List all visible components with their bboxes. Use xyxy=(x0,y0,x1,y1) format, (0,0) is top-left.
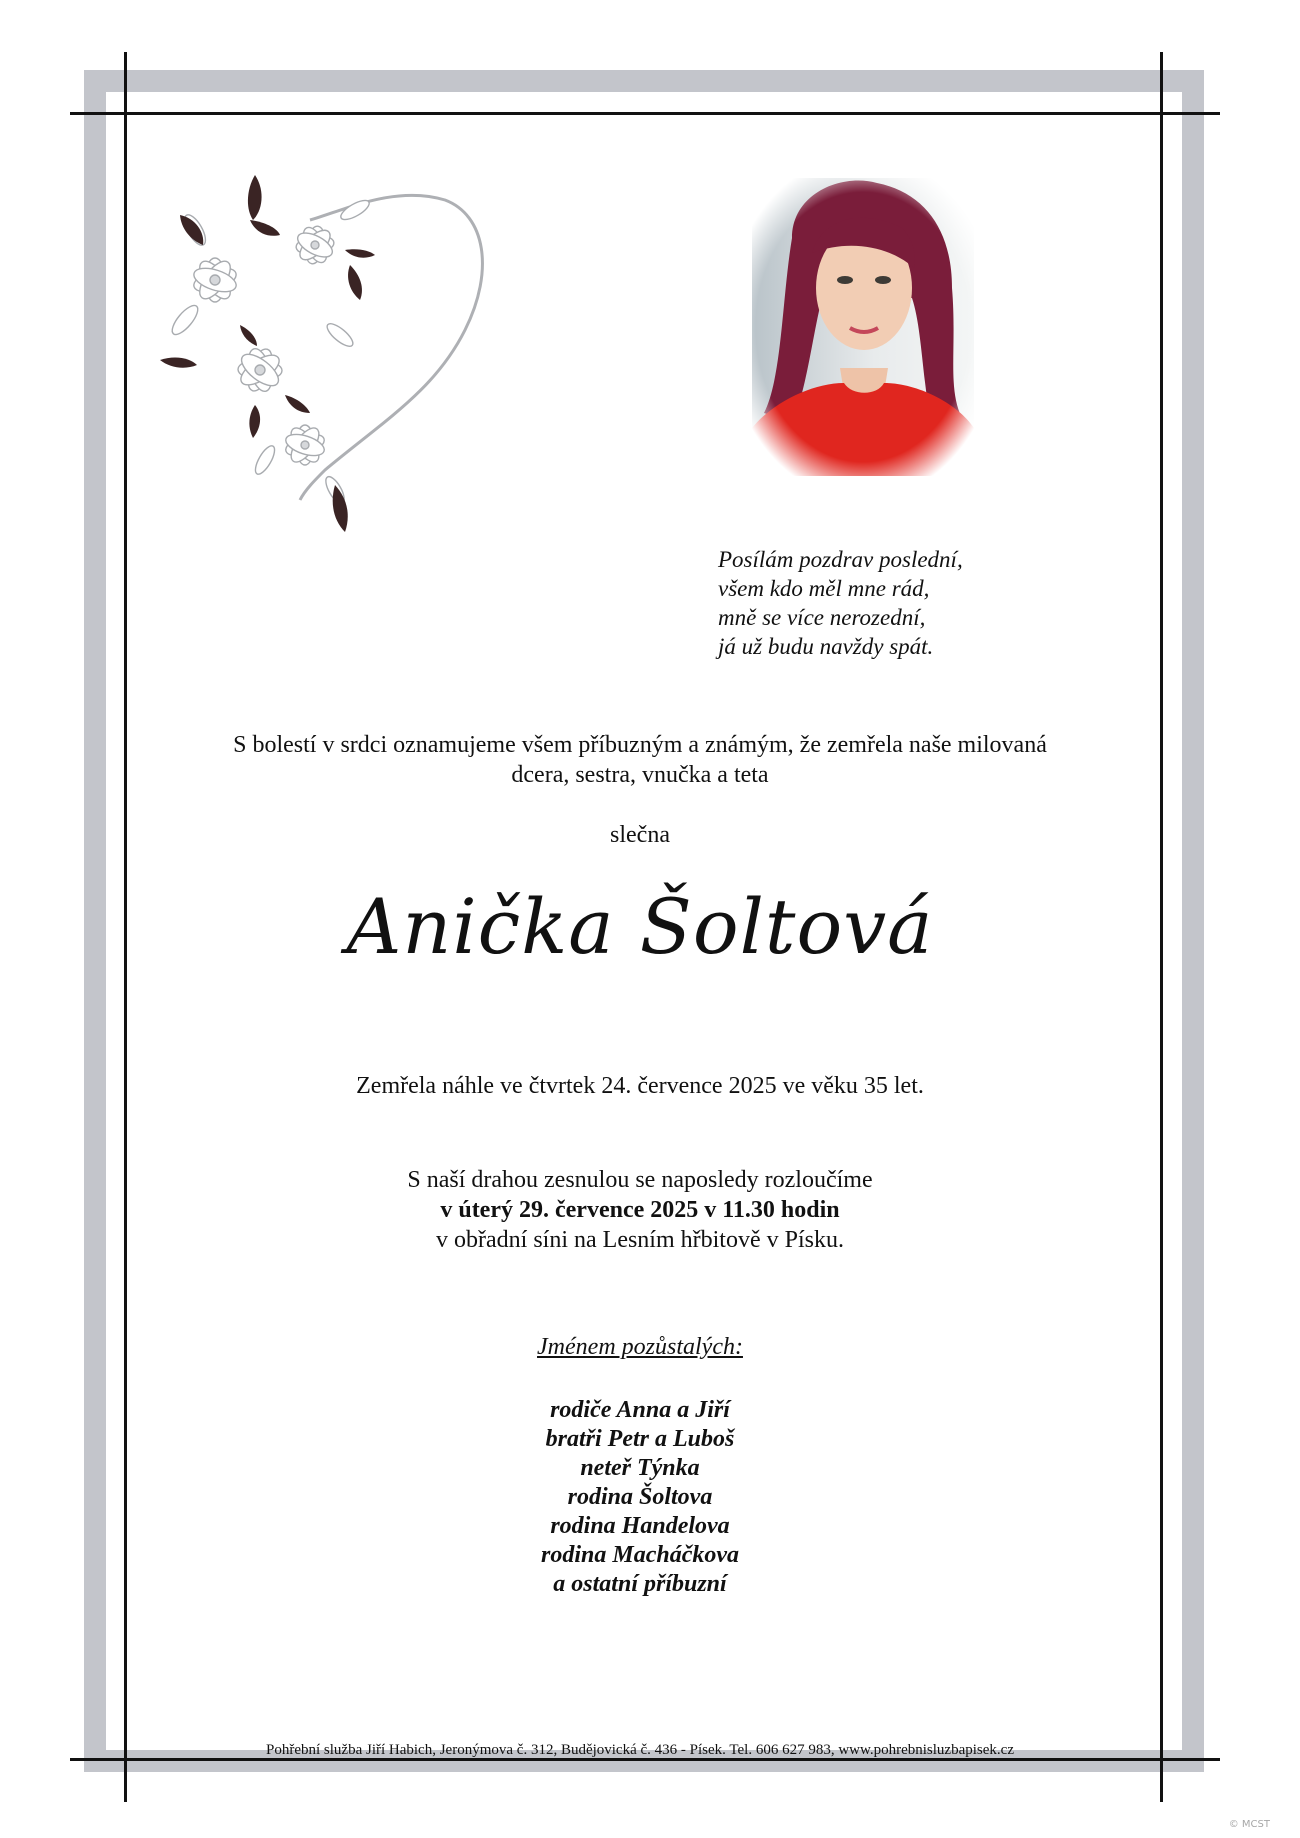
watermark: © MCST xyxy=(1228,1819,1270,1830)
funeral-info xyxy=(130,1165,1150,1255)
survivor-item: rodina Macháčkova xyxy=(541,1542,739,1568)
announcement-line: S bolestí v srdci oznamujeme všem příbuzným a známým, že zemřela naše milovaná xyxy=(233,732,1047,758)
honorific-title: slečna xyxy=(610,822,670,848)
funeral-service-footer: Pohřební služba Jiří Habich, Jeronýmova č. 312, Budějovická č. 436 - Písek. Tel. 606 627 983, www.pohrebnisluzbapisek.cz xyxy=(266,1742,1014,1758)
floral-heart-decoration xyxy=(155,170,515,550)
funeral-datetime: v úterý 29. července 2025 v 11.30 hodin xyxy=(440,1197,840,1223)
poem-line: všem kdo měl mne rád, xyxy=(718,576,930,601)
survivor-item: rodiče Anna a Jiří xyxy=(550,1397,730,1423)
survivor-item: rodina Šoltova xyxy=(567,1484,713,1510)
survivor-item: a ostatní příbuzní xyxy=(553,1571,727,1597)
farewell-poem xyxy=(718,545,1038,661)
funeral-location: v obřadní síni na Lesním hřbitově v Písku. xyxy=(436,1227,844,1253)
survivor-item: rodina Handelova xyxy=(550,1513,730,1539)
announcement xyxy=(130,730,1150,790)
survivor-item: neteř Týnka xyxy=(580,1455,700,1481)
poem-line: Posílám pozdrav poslední, xyxy=(718,547,963,572)
survivors-list xyxy=(130,1396,1150,1599)
portrait-photo xyxy=(752,178,974,476)
right-rule xyxy=(1160,52,1163,1802)
poem-line: mně se více nerozední, xyxy=(718,605,926,630)
funeral-line: S naší drahou zesnulou se naposledy rozloučíme xyxy=(407,1167,873,1193)
deceased-name: Anička Šoltová xyxy=(346,882,934,971)
poem-line: já už budu navždy spát. xyxy=(718,634,934,659)
top-rule xyxy=(70,112,1220,115)
survivor-item: bratři Petr a Luboš xyxy=(545,1426,735,1452)
left-rule xyxy=(124,52,127,1802)
survivors-heading: Jménem pozůstalých: xyxy=(537,1334,743,1360)
announcement-line: dcera, sestra, vnučka a teta xyxy=(511,762,769,788)
death-notice: Zemřela náhle ve čtvrtek 24. července 2025 ve věku 35 let. xyxy=(356,1073,924,1099)
